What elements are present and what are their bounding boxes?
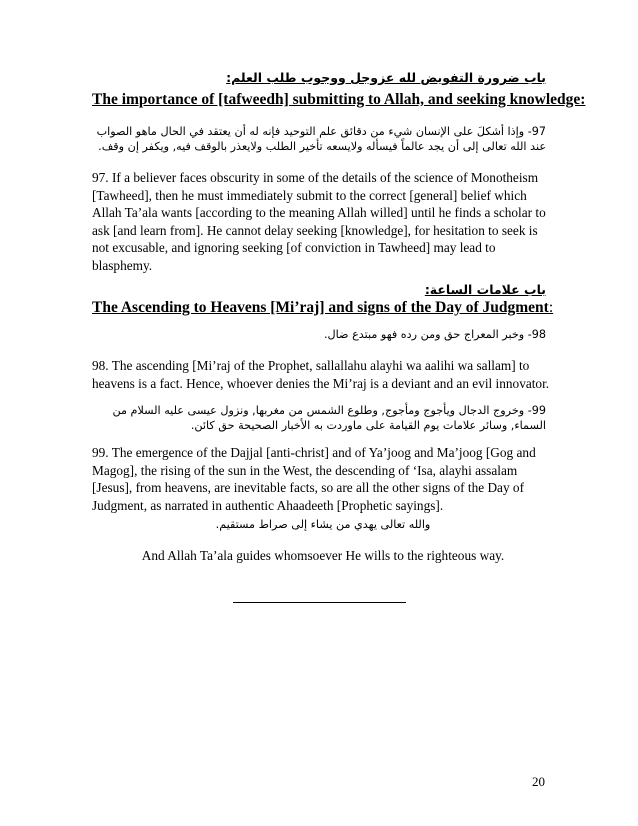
section2-english-title — [92, 299, 553, 317]
page-number: 20 — [532, 774, 545, 789]
section1-english-title: The importance of [tafweedh] submitting to Allah, and seeking knowledge: — [92, 91, 586, 108]
closing-english: And Allah Ta’ala guides whomsoever He wills to the righteous way. — [141, 548, 505, 563]
section1-arabic-title: باب ضرورة التفويض لله عزوجل ووجوب طلب العلم: — [226, 70, 546, 85]
paragraph-97-english: 97. If a believer faces obscurity in some of the details of the science of Monotheism [Tawheed], then he must immediately submit to the correct [general] belief which Allah Ta’ala wants [according to the meaning Allah willed] until he finds a scholar to ask [and learn from]. He cannot delay seeking [knowledge], for hesitation to seek is not excusable, and ignoring seeking [of conviction in Tawheed] may lead to blasphemy. — [92, 170, 546, 273]
paragraph-98-english: 98. The ascending [Mi’raj of the Prophet, sallallahu alayhi wa aalihi wa sallam] to heavens is a fact. Hence, whoever denies the Mi’raj is a deviant and an evil innovator. — [92, 358, 550, 391]
paragraph-99-english: 99. The emergence of the Dajjal [anti-christ] and of Ya’joog and Ma’joog [Gog and Magog], the rising of the sun in the West, the descending of ‘Isa, alayhi assalam [Jesus], from heavens, are inevitable facts, so are all the other signs of the Day of Judgment, as narrated in authentic Ahaadeeth [Prophetic sayings]. — [92, 445, 536, 513]
section2-arabic-title: باب علامات الساعة: — [424, 282, 546, 297]
paragraph-98-arabic: 98- وخبر المعراج حق ومن رده فهو مبتدع ضال. — [323, 328, 546, 341]
closing-arabic: والله تعالى يهدي من يشاء إلى صراط مستقيم. — [215, 518, 431, 531]
section2-english-title-suffix: : — [548, 299, 554, 316]
section2-english-title-text: The Ascending to Heavens [Mi’raj] and signs of the Day of Judgment — [92, 299, 549, 316]
paragraph-99-arabic: 99- وخروج الدجال ويأجوج ومأجوج, وطلوع الشمس من مغربها, ونزول عيسى عليه السلام من السماء, وسائر علامات يوم القيامة على ماوردت به الأخبار الصحيحة حق كائن. — [112, 404, 546, 432]
separator-line — [233, 602, 406, 603]
paragraph-97-arabic: 97- وإذا أشكلَ على الإنسان شيء من دقائق علم التوحيد فإنه له أن يعتقد في الحال ماهو الصواب عند الله تعالى إلى أن يجد عالماً فيسأله ولايسعه تأخير الطلب ولايعذر بالوقف فيه, ويكفر إن وقف. — [96, 125, 546, 153]
